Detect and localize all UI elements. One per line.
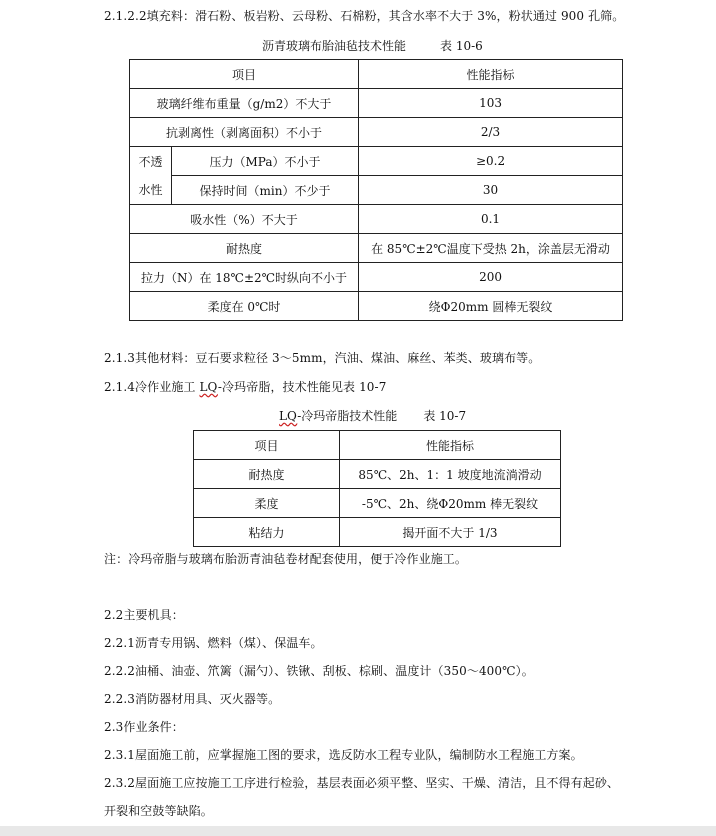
paragraph-2-2-2: 2.2.2油桶、油壶、笊篱（漏勺）、铁锹、刮板、棕刷、温度计（350～400℃）。 xyxy=(104,664,534,678)
table-10-6 xyxy=(129,59,623,321)
spellcheck-mark: LQ xyxy=(279,409,298,423)
paragraph-2-1-4: 2.1.4冷作业施工 LQ-冷玛帝脂，技术性能见表 10-7 xyxy=(104,380,387,394)
page-bottom-edge xyxy=(0,826,716,836)
paragraph-2-1-2-2: 2.1.2.2填充料：滑石粉、板岩粉、云母粉、石棉粉，其含水率不大于 3%，粉状通过 900 孔筛。 xyxy=(104,9,625,23)
table-cell: -5℃、2h、绕Φ20mm 棒无裂纹 xyxy=(340,489,561,518)
paragraph-2-3-2: 2.3.2屋面施工应按施工工序进行检验，基层表面必须平整、坚实、干燥、清洁，且不得有起砂、 xyxy=(104,776,620,790)
table-cell: 吸水性（%）不大于 xyxy=(130,205,359,234)
paragraph-2-3-2-continued: 开裂和空鼓等缺陷。 xyxy=(104,804,213,818)
table-header-row xyxy=(194,431,561,460)
table-cell: 2/3 xyxy=(359,118,623,147)
table-cell: 揭开面不大于 1/3 xyxy=(340,518,561,547)
table-cell: 200 xyxy=(359,263,623,292)
section-2-2-heading: 2.2主要机具： xyxy=(104,608,184,622)
table-row xyxy=(194,489,561,518)
paragraph-2-2-1: 2.2.1沥青专用锅、燃料（煤）、保温车。 xyxy=(104,636,323,650)
table-row xyxy=(194,460,561,489)
table-cell: 玻璃纤维布重量（g/m2）不大于 xyxy=(130,89,359,118)
header-cell: 性能指标 xyxy=(359,60,623,89)
table-row xyxy=(130,263,623,292)
table-row xyxy=(130,205,623,234)
group-label-line1: 不透 xyxy=(138,154,163,169)
table-cell: 0.1 xyxy=(359,205,623,234)
paragraph-2-1-3: 2.1.3其他材料：豆石要求粒径 3～5mm，汽油、煤油、麻丝、苯类、玻璃布等。 xyxy=(104,351,541,365)
table-cell: ≥0.2 xyxy=(359,147,623,176)
table-number: 表 10-6 xyxy=(440,39,483,53)
group-cell xyxy=(130,147,172,205)
table-cell: 耐热度 xyxy=(194,460,340,489)
spellcheck-mark: LQ xyxy=(199,380,218,394)
paragraph-2-2-3: 2.2.3消防器材用具、灭火器等。 xyxy=(104,692,281,706)
table-title: 沥青玻璃布胎油毡技术性能 xyxy=(262,39,407,53)
table-10-6-caption xyxy=(262,38,483,54)
table-cell: 绕Φ20mm 圆棒无裂纹 xyxy=(359,292,623,321)
table-row xyxy=(130,176,623,205)
header-cell: 项目 xyxy=(130,60,359,89)
table-10-7-caption xyxy=(279,408,466,424)
note-paragraph: 注：冷玛帝脂与玻璃布胎沥青油毡卷材配套使用，便于冷作业施工。 xyxy=(104,552,468,566)
table-row xyxy=(194,518,561,547)
group-label-line2: 水性 xyxy=(138,182,163,197)
table-cell: 85℃、2h、1：1 坡度地流淌滑动 xyxy=(340,460,561,489)
header-cell: 项目 xyxy=(194,431,340,460)
table-header-row xyxy=(130,60,623,89)
table-cell: 保持时间（min）不少于 xyxy=(172,176,359,205)
table-cell: 103 xyxy=(359,89,623,118)
table-cell: 在 85℃±2℃温度下受热 2h，涂盖层无滑动 xyxy=(359,234,623,263)
table-row xyxy=(130,292,623,321)
table-number: 表 10-7 xyxy=(423,409,467,423)
table-cell: 粘结力 xyxy=(194,518,340,547)
table-10-7 xyxy=(193,430,561,547)
section-2-3-heading: 2.3作业条件： xyxy=(104,720,184,734)
table-cell: 拉力（N）在 18℃±2℃时纵向不小于 xyxy=(130,263,359,292)
table-cell: 30 xyxy=(359,176,623,205)
table-cell: 柔度 xyxy=(194,489,340,518)
table-row xyxy=(130,234,623,263)
header-cell: 性能指标 xyxy=(340,431,561,460)
table-row xyxy=(130,89,623,118)
table-cell: 抗剥离性（剥离面积）不小于 xyxy=(130,118,359,147)
paragraph-2-3-1: 2.3.1屋面施工前，应掌握施工图的要求，选反防水工程专业队，编制防水工程施工方案。 xyxy=(104,748,583,762)
table-row xyxy=(130,147,623,176)
table-title: -冷玛帝脂技术性能 xyxy=(297,409,398,423)
table-row xyxy=(130,118,623,147)
table-cell: 柔度在 0℃时 xyxy=(130,292,359,321)
table-cell: 压力（MPa）不小于 xyxy=(172,147,359,176)
table-cell: 耐热度 xyxy=(130,234,359,263)
